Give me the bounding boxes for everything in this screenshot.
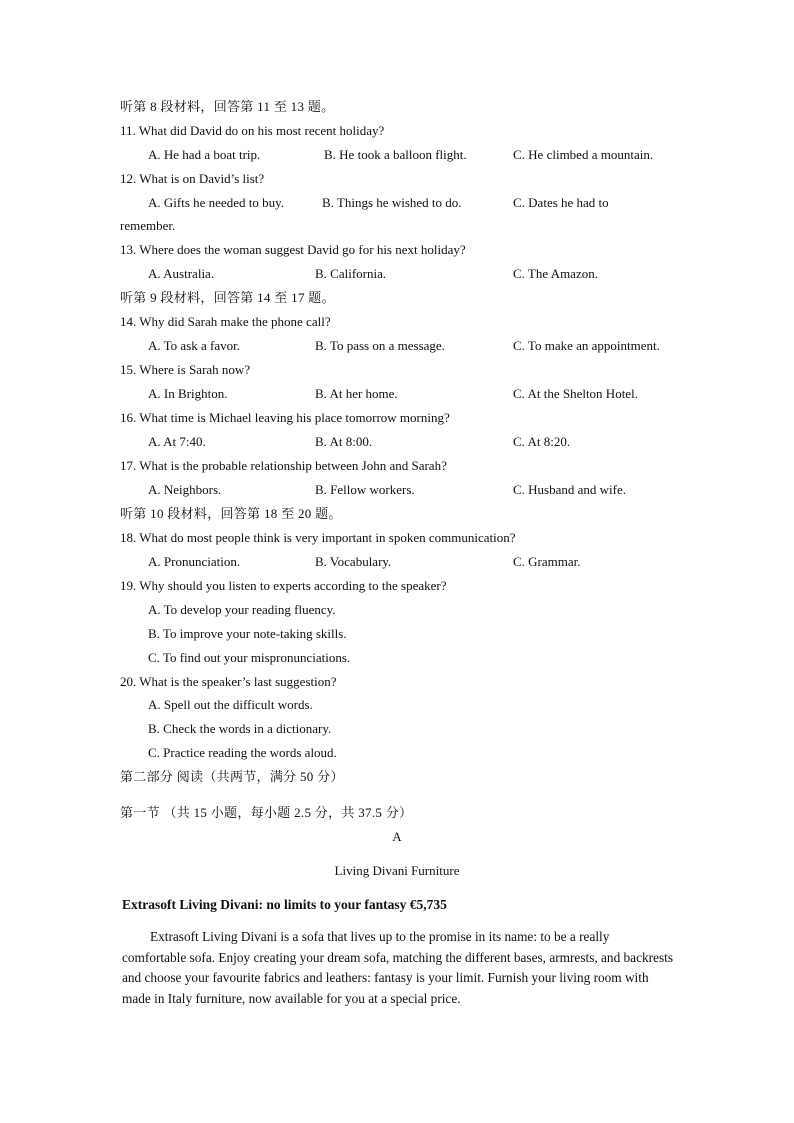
q19-option-c: C. To find out your mispronunciations. bbox=[148, 650, 351, 665]
q16-option-a: A. At 7:40. bbox=[148, 434, 206, 449]
q11-option-c: C. He climbed a mountain. bbox=[513, 147, 654, 162]
q12-option-c: C. Dates he had to bbox=[513, 195, 609, 210]
question-15: 15. Where is Sarah now? bbox=[120, 362, 251, 377]
q19-option-b: B. To improve your note-taking skills. bbox=[148, 626, 347, 641]
q12-option-c-continuation: remember. bbox=[120, 218, 176, 233]
question-16: 16. What time is Michael leaving his place tomorrow morning? bbox=[120, 410, 450, 425]
passage-letter: A bbox=[392, 829, 402, 844]
product-heading: Extrasoft Living Divani: no limits to your fantasy €5,735 bbox=[122, 897, 447, 912]
reading-section-title: 第一节 （共 15 小题，每小题 2.5 分，共 37.5 分） bbox=[120, 805, 413, 820]
passage-10-header: 听第 10 段材料，回答第 18 至 20 题。 bbox=[120, 506, 342, 521]
q13-option-b: B. California. bbox=[315, 266, 387, 281]
passage-title: Living Divani Furniture bbox=[334, 863, 460, 878]
q12-option-b: B. Things he wished to do. bbox=[322, 195, 462, 210]
q13-option-c: C. The Amazon. bbox=[513, 266, 598, 281]
q14-option-a: A. To ask a favor. bbox=[148, 338, 240, 353]
reading-part-title: 第二部分 阅读（共两节，满分 50 分） bbox=[120, 769, 344, 784]
passage-9-header: 听第 9 段材料，回答第 14 至 17 题。 bbox=[120, 290, 335, 305]
question-12: 12. What is on David’s list? bbox=[120, 171, 265, 186]
q12-option-a: A. Gifts he needed to buy. bbox=[148, 195, 284, 210]
q17-option-b: B. Fellow workers. bbox=[315, 482, 415, 497]
question-18: 18. What do most people think is very important in spoken communication? bbox=[120, 530, 516, 545]
question-17: 17. What is the probable relationship between John and Sarah? bbox=[120, 458, 447, 473]
product-paragraph: Extrasoft Living Divani is a sofa that lives up to the promise in its name: to be a really comfortable sofa. Enjoy creating your dream sofa, matching the different bases, armrests, and backrests and choose your favourite fabrics and leathers: fantasy is your limit. Furnish your living room with made in Italy furniture, now available for you at a special price. bbox=[122, 929, 674, 1006]
question-11: 11. What did David do on his most recent holiday? bbox=[120, 123, 385, 138]
question-20: 20. What is the speaker’s last suggestion? bbox=[120, 674, 337, 689]
q15-option-a: A. In Brighton. bbox=[148, 386, 228, 401]
q20-option-c: C. Practice reading the words aloud. bbox=[148, 745, 337, 760]
q16-option-c: C. At 8:20. bbox=[513, 434, 571, 449]
q18-option-a: A. Pronunciation. bbox=[148, 554, 241, 569]
q14-option-b: B. To pass on a message. bbox=[315, 338, 445, 353]
question-13: 13. Where does the woman suggest David go for his next holiday? bbox=[120, 242, 466, 257]
passage-8-header: 听第 8 段材料，回答第 11 至 13 题。 bbox=[120, 99, 335, 114]
q17-option-a: A. Neighbors. bbox=[148, 482, 222, 497]
q20-option-a: A. Spell out the difficult words. bbox=[148, 697, 313, 712]
q11-option-a: A. He had a boat trip. bbox=[148, 147, 261, 162]
q18-option-b: B. Vocabulary. bbox=[315, 554, 392, 569]
q13-option-a: A. Australia. bbox=[148, 266, 215, 281]
question-19: 19. Why should you listen to experts according to the speaker? bbox=[120, 578, 447, 593]
q20-option-b: B. Check the words in a dictionary. bbox=[148, 721, 332, 736]
q17-option-c: C. Husband and wife. bbox=[513, 482, 627, 497]
q15-option-c: C. At the Shelton Hotel. bbox=[513, 386, 638, 401]
q19-option-a: A. To develop your reading fluency. bbox=[148, 602, 336, 617]
q11-option-b: B. He took a balloon flight. bbox=[324, 147, 467, 162]
q18-option-c: C. Grammar. bbox=[513, 554, 581, 569]
question-14: 14. Why did Sarah make the phone call? bbox=[120, 314, 331, 329]
q14-option-c: C. To make an appointment. bbox=[513, 338, 660, 353]
q16-option-b: B. At 8:00. bbox=[315, 434, 373, 449]
q15-option-b: B. At her home. bbox=[315, 386, 398, 401]
